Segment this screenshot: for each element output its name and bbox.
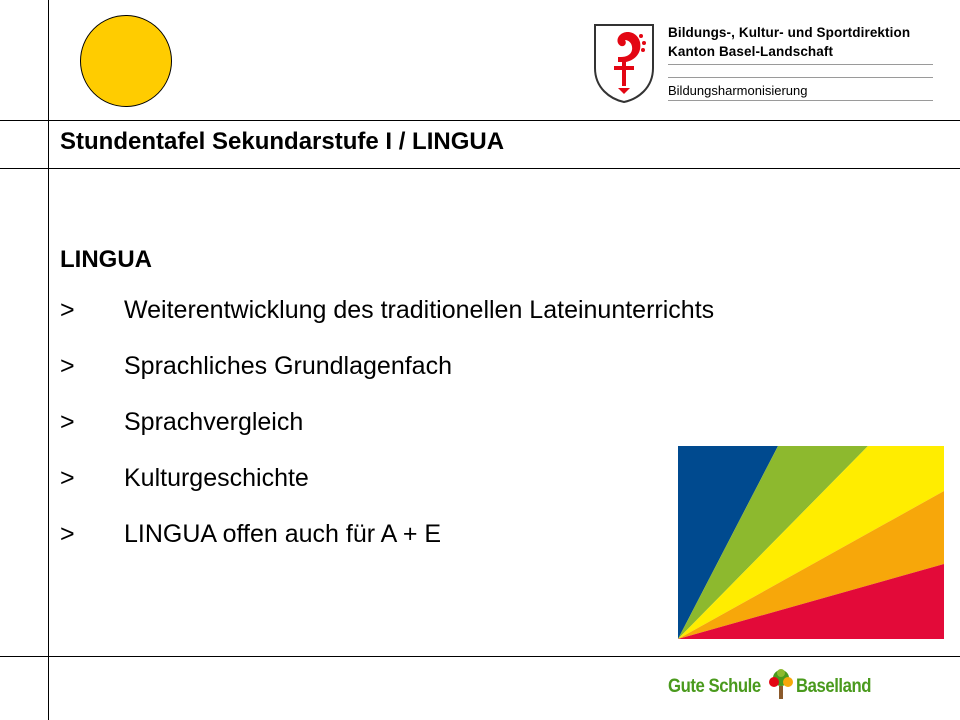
footer-logo [668, 666, 883, 702]
list-item [60, 408, 714, 464]
title-top-rule [0, 120, 960, 121]
bullet-marker: > [60, 464, 75, 492]
canton-name: Kanton Basel-Landschaft [668, 44, 834, 59]
bullet-text: LINGUA offen auch für A + E [124, 520, 442, 548]
footer-logo-text-left: Gute Schule [668, 676, 761, 697]
decorative-circle [80, 15, 172, 107]
footer-rule [0, 656, 960, 657]
bullet-text: Sprachliches Grundlagenfach [124, 352, 452, 380]
list-item [60, 352, 714, 408]
logo-rule-2 [668, 77, 933, 78]
section-heading: LINGUA [60, 246, 152, 273]
bullet-marker: > [60, 520, 75, 548]
list-item [60, 464, 714, 520]
coat-of-arms-icon [592, 22, 656, 104]
title-bottom-rule [0, 168, 960, 169]
logo-rule-3 [668, 100, 933, 101]
logo-rule-1 [668, 64, 933, 65]
department-logo [592, 22, 937, 104]
list-item [60, 296, 714, 352]
slide-title: Stundentafel Sekundarstufe I / LINGUA [60, 128, 505, 155]
bullet-text: Weiterentwicklung des traditionellen Lateinunterrichts [124, 296, 715, 324]
bullet-marker: > [60, 296, 75, 324]
list-item [60, 520, 714, 576]
bullet-marker: > [60, 352, 75, 380]
department-unit: Bildungsharmonisierung [668, 83, 808, 98]
bullet-list [60, 296, 714, 576]
department-name: Bildungs-, Kultur- und Sportdirektion [668, 25, 911, 40]
bullet-text: Kulturgeschichte [124, 464, 309, 492]
bullet-marker: > [60, 408, 75, 436]
bullet-text: Sprachvergleich [124, 408, 304, 436]
vertical-guide-line [48, 0, 49, 720]
tree-icon [768, 668, 794, 700]
footer-logo-text-right: Baselland [796, 676, 872, 697]
regional-color-flag-icon [678, 446, 944, 639]
